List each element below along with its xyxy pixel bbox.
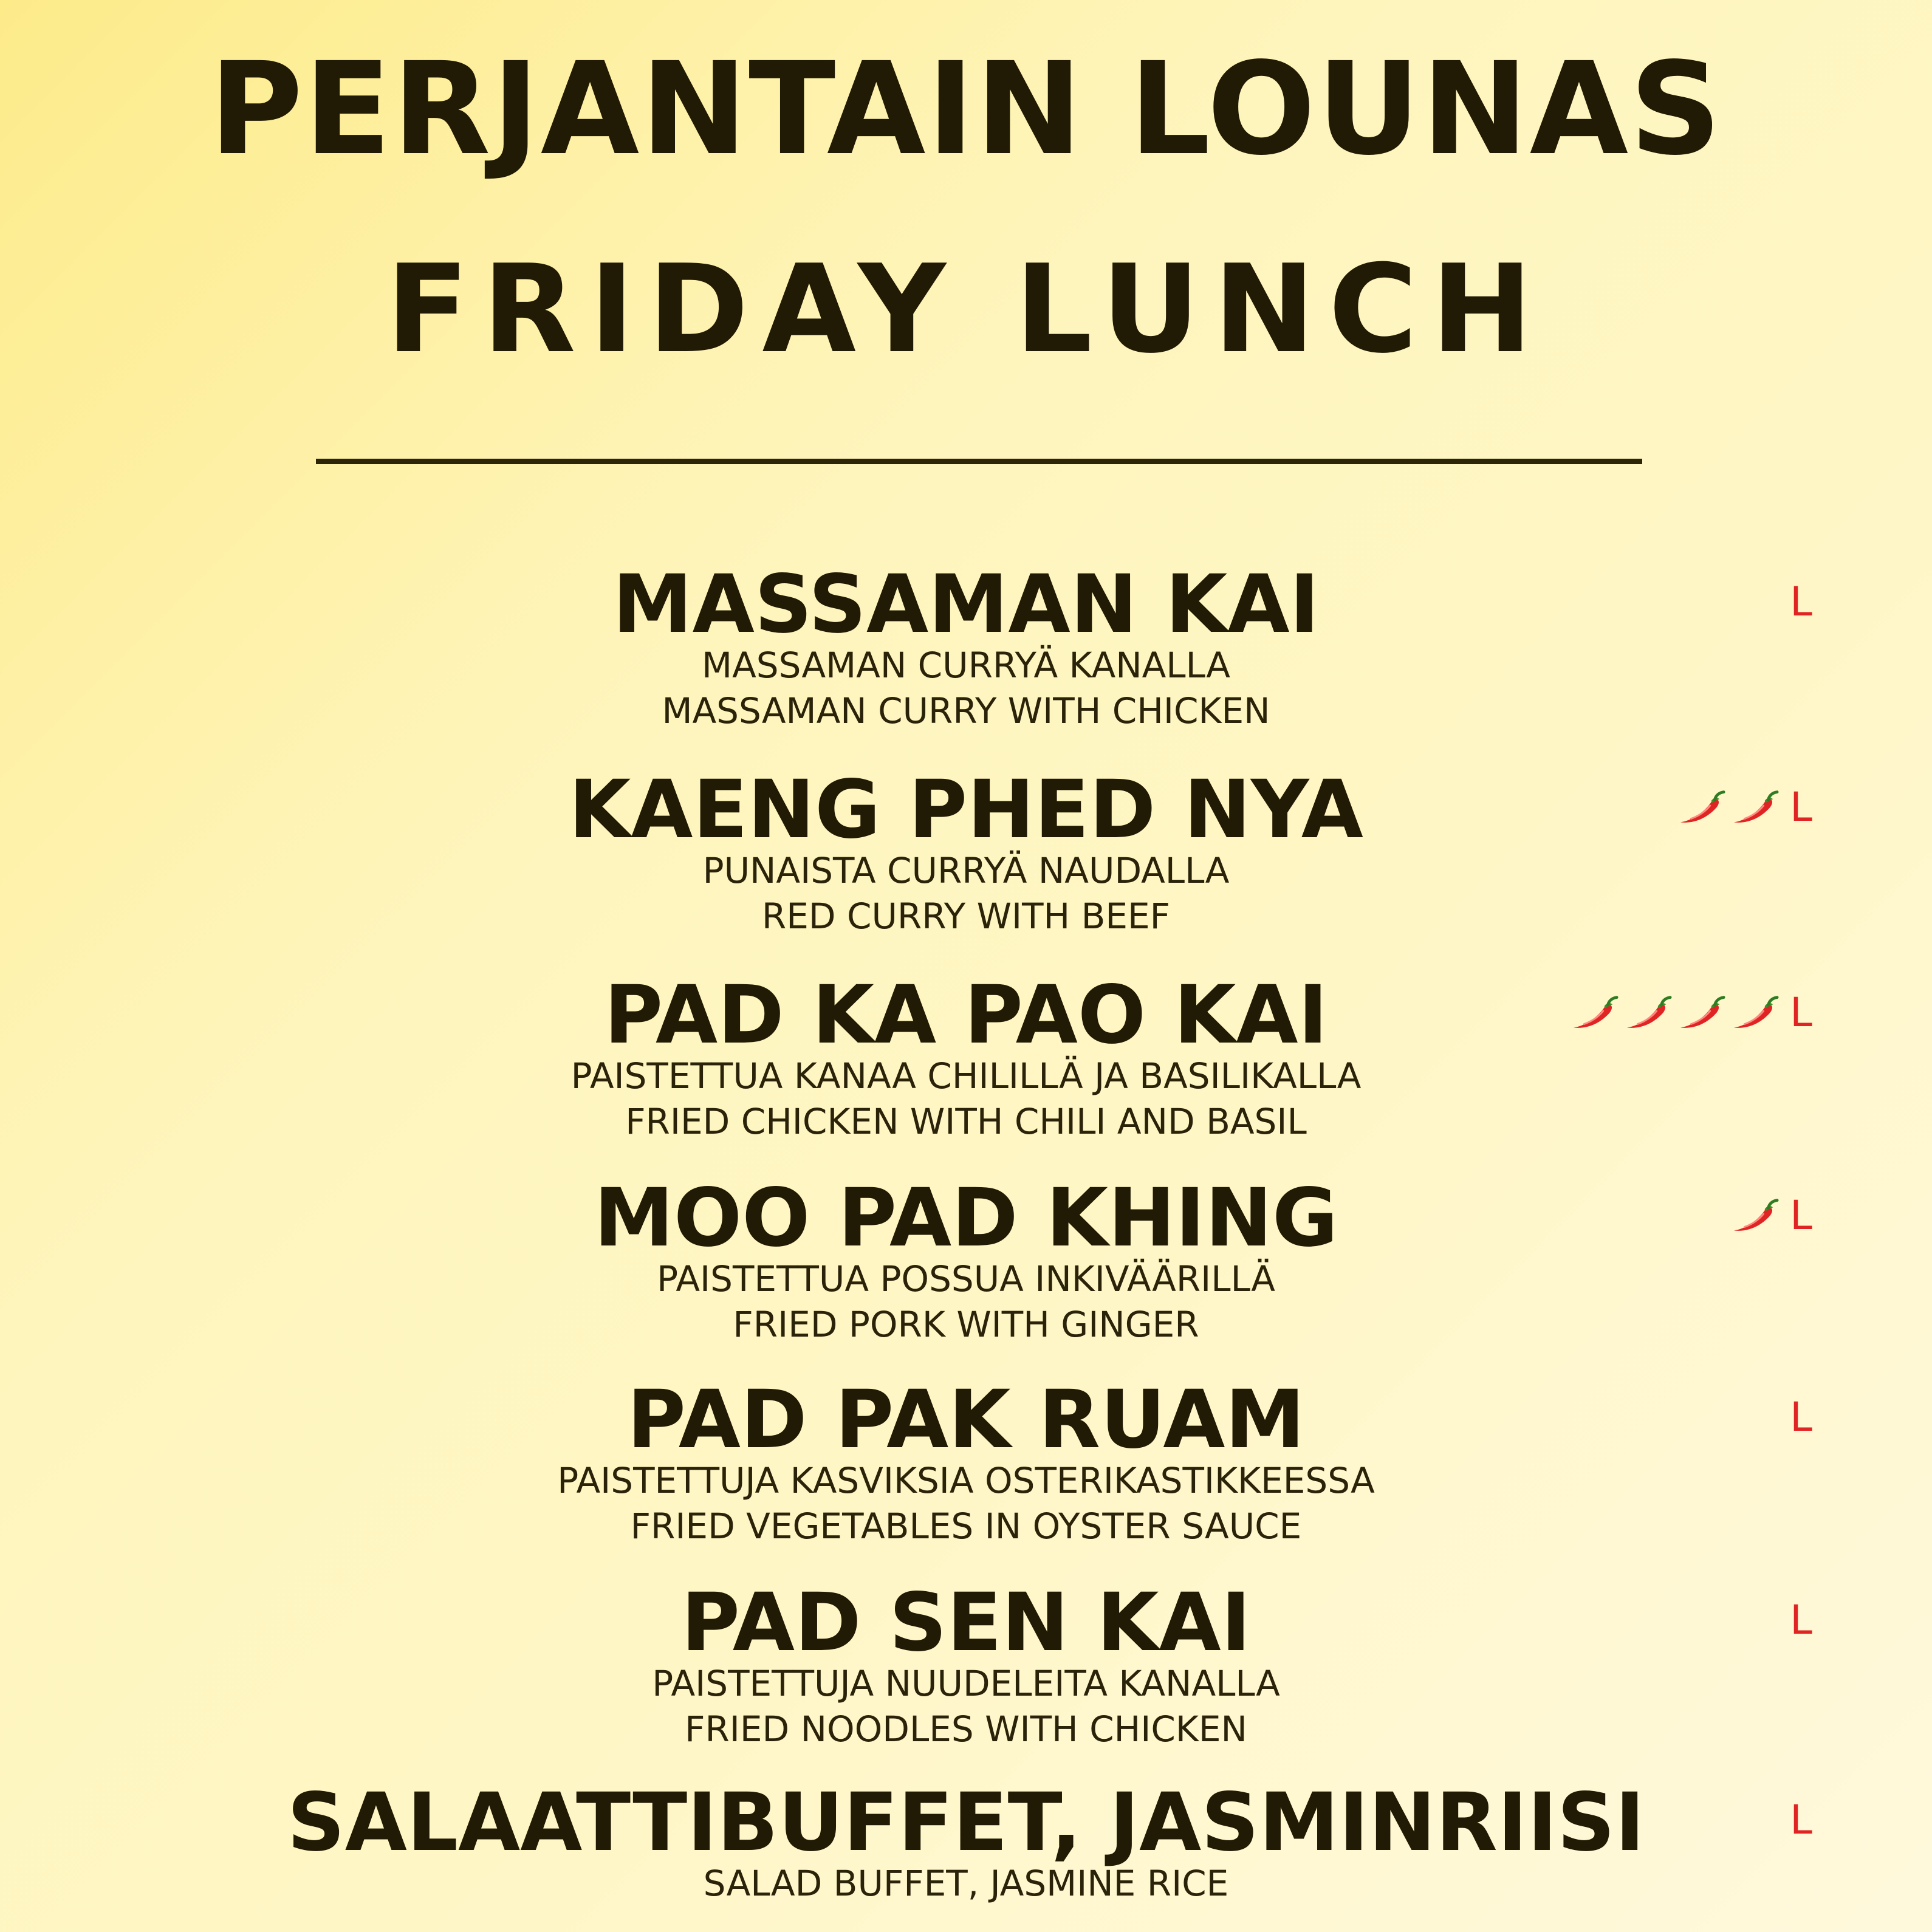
lactose-free-label: L	[1790, 1393, 1812, 1440]
chili-pepper-icon	[1732, 787, 1779, 826]
dish-name: KAENG PHED NYA	[569, 763, 1363, 857]
lactose-free-label: L	[1790, 783, 1812, 831]
dish-badges	[1785, 1386, 1812, 1447]
lactose-free-label: L	[1790, 1596, 1812, 1643]
chili-pepper-icon	[1678, 787, 1725, 826]
dish-description-english: RED CURRY WITH BEEF	[761, 896, 1171, 937]
dish-description-finnish: PAISTETTUA KANAA CHILILLÄ JA BASILIKALLA	[570, 1055, 1362, 1097]
dish-description-finnish: PUNAISTA CURRYÄ NAUDALLA	[702, 850, 1230, 891]
dish-name: PAD SEN KAI	[681, 1576, 1251, 1670]
dish-name: PAD KA PAO KAI	[604, 968, 1328, 1062]
dish-badges	[1678, 776, 1812, 837]
dish-description-english: FRIED CHICKEN WITH CHILI AND BASIL	[625, 1101, 1307, 1142]
dish-name: SALAATTIBUFFET, JASMINRIISI	[287, 1776, 1645, 1869]
dish-name: PAD PAK RUAM	[627, 1373, 1305, 1467]
dish-description-finnish: SALAD BUFFET, JASMINE RICE	[703, 1863, 1229, 1904]
lactose-free-label: L	[1790, 578, 1812, 625]
chili-pepper-icon	[1732, 1196, 1779, 1235]
dish-description-finnish: PAISTETTUJA NUUDELEITA KANALLA	[652, 1663, 1280, 1704]
page-title-finnish: PERJANTAIN LOUNAS	[209, 35, 1723, 183]
dish-description-finnish: PAISTETTUA POSSUA INKIVÄÄRILLÄ	[657, 1258, 1275, 1300]
dish-description-english: FRIED PORK WITH GINGER	[733, 1304, 1199, 1345]
chili-pepper-icon	[1625, 993, 1672, 1032]
dish-name: MOO PAD KHING	[594, 1171, 1338, 1265]
dish-badges	[1732, 1185, 1812, 1245]
lactose-free-label: L	[1790, 988, 1812, 1036]
dish-badges	[1785, 1589, 1812, 1650]
dish-badges	[1785, 1789, 1812, 1850]
dish-badges	[1785, 571, 1812, 632]
chili-pepper-icon	[1571, 993, 1619, 1032]
dish-description-finnish: MASSAMAN CURRYÄ KANALLA	[702, 645, 1230, 686]
chili-pepper-icon	[1732, 993, 1779, 1032]
dish-description-finnish: PAISTETTUJA KASVIKSIA OSTERIKASTIKKEESSA	[557, 1460, 1375, 1501]
dish-name: MASSAMAN KAI	[612, 558, 1320, 651]
chili-pepper-icon	[1678, 993, 1725, 1032]
dish-badges	[1571, 982, 1812, 1043]
dish-description-english: FRIED NOODLES WITH CHICKEN	[685, 1708, 1247, 1750]
dish-description-english: MASSAMAN CURRY WITH CHICKEN	[662, 690, 1270, 731]
lactose-free-label: L	[1790, 1191, 1812, 1239]
title-divider	[316, 459, 1642, 464]
page-title-english: FRIDAY LUNCH	[386, 239, 1546, 380]
dish-description-english: FRIED VEGETABLES IN OYSTER SAUCE	[630, 1506, 1302, 1547]
lactose-free-label: L	[1790, 1796, 1812, 1843]
